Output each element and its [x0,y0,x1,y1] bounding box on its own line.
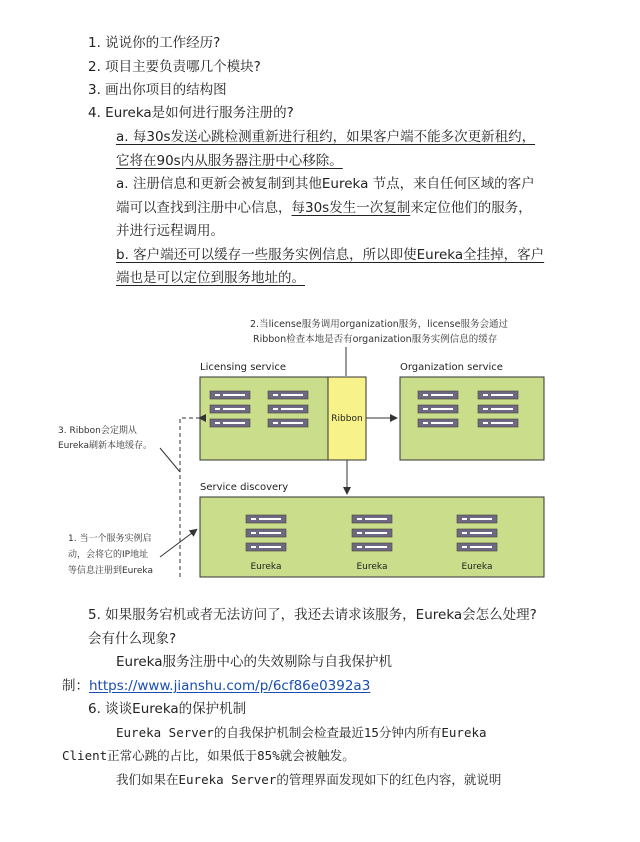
question-3: 3. 画出你项目的结构图 [88,82,227,98]
q5-answer-prefix: 制： [62,678,89,694]
note-bottom-line1: 1. 当一个服务实例启 [68,534,152,544]
service-discovery-label: Service discovery [200,482,289,493]
organization-service-box [400,377,544,460]
note-left-pointer [160,448,180,472]
answer-a2-line1: a. 注册信息和更新会被复制到其他Eureka 节点，来自任何区域的客户 [116,176,535,192]
answer-a2-line2-start: 端可以查找到注册中心信息， [116,200,292,216]
answer-a1-line2: 它将在90s内从服务器注册中心移除。 [116,153,343,169]
refresh-cache-dashed-line [180,418,200,578]
licensing-server-stack-2 [268,391,308,427]
answer-a3-line1: b. 客户端还可以缓存一些服务实例信息，所以即使Eureka全挂掉，客户 [116,247,545,263]
note-top-line1: 2.当license服务调用organization服务，license服务会通过 [250,319,508,330]
jianshu-link[interactable]: https://www.jianshu.com/p/6cf86e0392a3 [89,678,371,694]
answer-a1-line1: a. 每30s发送心跳检测重新进行租约，如果客户端不能多次更新租约， [116,129,536,145]
eureka-label-3: Eureka [461,562,493,572]
licensing-service-box [200,377,328,460]
answer-a2-line2-underlined: 每30s发生一次复制 [291,200,411,216]
answer-a2-line3: 并进行远程调用。 [116,223,224,239]
q6-answer-line2: Client正常心跳的占比，如果低于85%就会被触发。 [62,748,355,763]
organization-server-stack-1 [418,391,458,427]
licensing-server-stack-1 [210,391,250,427]
question-1: 1. 说说你的工作经历? [88,35,221,51]
note-bottom-line2: 动，会将它的IP地址 [68,550,149,560]
note-left-line1: 3. Ribbon会定期从 [58,426,137,436]
answer-a2-line2-end: 来定位他们的服务， [410,200,532,216]
q5-answer-line2 [62,676,370,696]
eureka-server-3 [457,515,497,551]
organization-service-label: Organization service [400,362,503,373]
note-bottom-line3: 等信息注册到Eureka [68,566,153,576]
note-top-line2: Ribbon检查本地是否有organization服务实例信息的缓存 [253,334,498,345]
eureka-label-2: Eureka [356,562,388,572]
register-arrow [160,530,196,557]
q6-answer-line1: Eureka Server的自我保护机制会检查最近15分钟内所有Eureka [116,725,487,740]
question-4: 4. Eureka是如何进行服务注册的? [88,105,294,121]
q6-answer-line3: 我们如果在Eureka Server的管理界面发现如下的红色内容，就说明 [116,772,502,787]
licensing-service-label: Licensing service [200,362,287,373]
note-left-line2: Eureka刷新本地缓存。 [58,441,152,451]
eureka-label-1: Eureka [250,562,282,572]
ribbon-label: Ribbon [331,414,363,424]
question-6: 6. 谈谈Eureka的保护机制 [88,701,247,717]
answer-a3-line2: 端也是可以定位到服务地址的。 [116,270,305,286]
q5-answer-line1: Eureka服务注册中心的失效剔除与自我保护机 [116,654,392,670]
question-2: 2. 项目主要负责哪几个模块? [88,59,261,75]
eureka-server-2 [352,515,392,551]
question-5-line2: 会有什么现象? [88,631,177,647]
organization-server-stack-2 [478,391,518,427]
eureka-server-1 [246,515,286,551]
question-5-line1: 5. 如果服务宕机或者无法访问了，我还去请求该服务，Eureka会怎么处理? [88,607,537,623]
